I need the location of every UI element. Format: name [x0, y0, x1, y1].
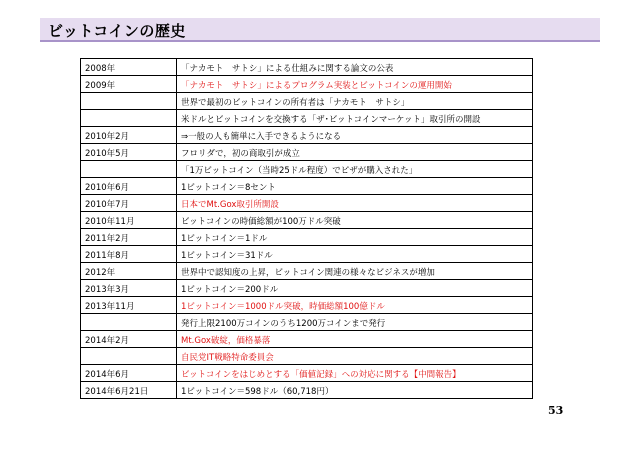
- date-cell: 2010年2月: [81, 127, 177, 144]
- event-cell: ⇒一般の人も簡単に入手できるようになる: [177, 127, 533, 144]
- table-row: [81, 110, 533, 127]
- date-cell: 2013年11月: [81, 297, 177, 314]
- date-cell: 2009年: [81, 76, 177, 93]
- date-cell: 2014年2月: [81, 331, 177, 348]
- date-cell: 2014年6月21日: [81, 382, 177, 399]
- date-cell: 2012年: [81, 263, 177, 280]
- page-number: 53: [548, 404, 564, 417]
- event-cell: Mt.Gox破綻，価格暴落: [177, 331, 533, 348]
- date-cell: 2010年5月: [81, 144, 177, 161]
- table-row: [81, 229, 533, 246]
- table-row: [81, 348, 533, 365]
- event-cell: 「ナカモト サトシ」によるプログラム実装とビットコインの運用開始: [177, 76, 533, 93]
- event-cell: 1ビットコイン＝31ドル: [177, 246, 533, 263]
- table-row: [81, 246, 533, 263]
- table-row: [81, 161, 533, 178]
- event-cell: 1ビットコイン＝598ドル（60,718円）: [177, 382, 533, 399]
- table-row: [81, 280, 533, 297]
- table-row: [81, 59, 533, 76]
- event-cell: 世界中で認知度の上昇，ビットコイン関連の様々なビジネスが増加: [177, 263, 533, 280]
- table-row: [81, 365, 533, 382]
- table-row: [81, 195, 533, 212]
- date-cell: [81, 314, 177, 331]
- date-cell: 2011年2月: [81, 229, 177, 246]
- date-cell: 2013年3月: [81, 280, 177, 297]
- table-row: [81, 127, 533, 144]
- event-cell: ビットコインの時価総額が100万ドル突破: [177, 212, 533, 229]
- event-cell: 1ビットコイン＝1ドル: [177, 229, 533, 246]
- event-cell: 1ビットコイン＝8セント: [177, 178, 533, 195]
- date-cell: [81, 110, 177, 127]
- table-row: [81, 93, 533, 110]
- date-cell: 2011年8月: [81, 246, 177, 263]
- event-cell: 「1万ビットコイン（当時25ドル程度）でピザが購入された」: [177, 161, 533, 178]
- table-row: [81, 314, 533, 331]
- date-cell: 2010年6月: [81, 178, 177, 195]
- date-cell: 2010年7月: [81, 195, 177, 212]
- date-cell: 2008年: [81, 59, 177, 76]
- table-row: [81, 178, 533, 195]
- table-row: [81, 297, 533, 314]
- event-cell: 日本でMt.Gox取引所開設: [177, 195, 533, 212]
- table-row: [81, 382, 533, 399]
- date-cell: [81, 348, 177, 365]
- event-cell: 米ドルとビットコインを交換する「ザ･ビットコインマーケット」取引所の開設: [177, 110, 533, 127]
- table-row: [81, 76, 533, 93]
- event-cell: 1ビットコイン＝1000ドル突破，時価総額100億ドル: [177, 297, 533, 314]
- date-cell: 2014年6月: [81, 365, 177, 382]
- slide-title-bar: [40, 18, 600, 42]
- event-cell: 1ビットコイン＝200ドル: [177, 280, 533, 297]
- date-cell: [81, 161, 177, 178]
- slide-title: ビットコインの歴史: [48, 22, 186, 40]
- event-cell: フロリダで，初の商取引が成立: [177, 144, 533, 161]
- event-cell: 「ナカモト サトシ」による仕組みに関する論文の公表: [177, 59, 533, 76]
- table-row: [81, 263, 533, 280]
- table-row: [81, 212, 533, 229]
- table-row: [81, 144, 533, 161]
- date-cell: [81, 93, 177, 110]
- event-cell: 発行上限2100万コインのうち1200万コインまで発行: [177, 314, 533, 331]
- event-cell: 世界で最初のビットコインの所有者は「ナカモト サトシ」: [177, 93, 533, 110]
- history-table-body: [81, 59, 533, 399]
- table-row: [81, 331, 533, 348]
- history-table: [80, 58, 533, 399]
- event-cell: ビットコインをはじめとする「価値記録」への対応に関する【中間報告】: [177, 365, 533, 382]
- date-cell: 2010年11月: [81, 212, 177, 229]
- event-cell: 自民党IT戦略特命委員会: [177, 348, 533, 365]
